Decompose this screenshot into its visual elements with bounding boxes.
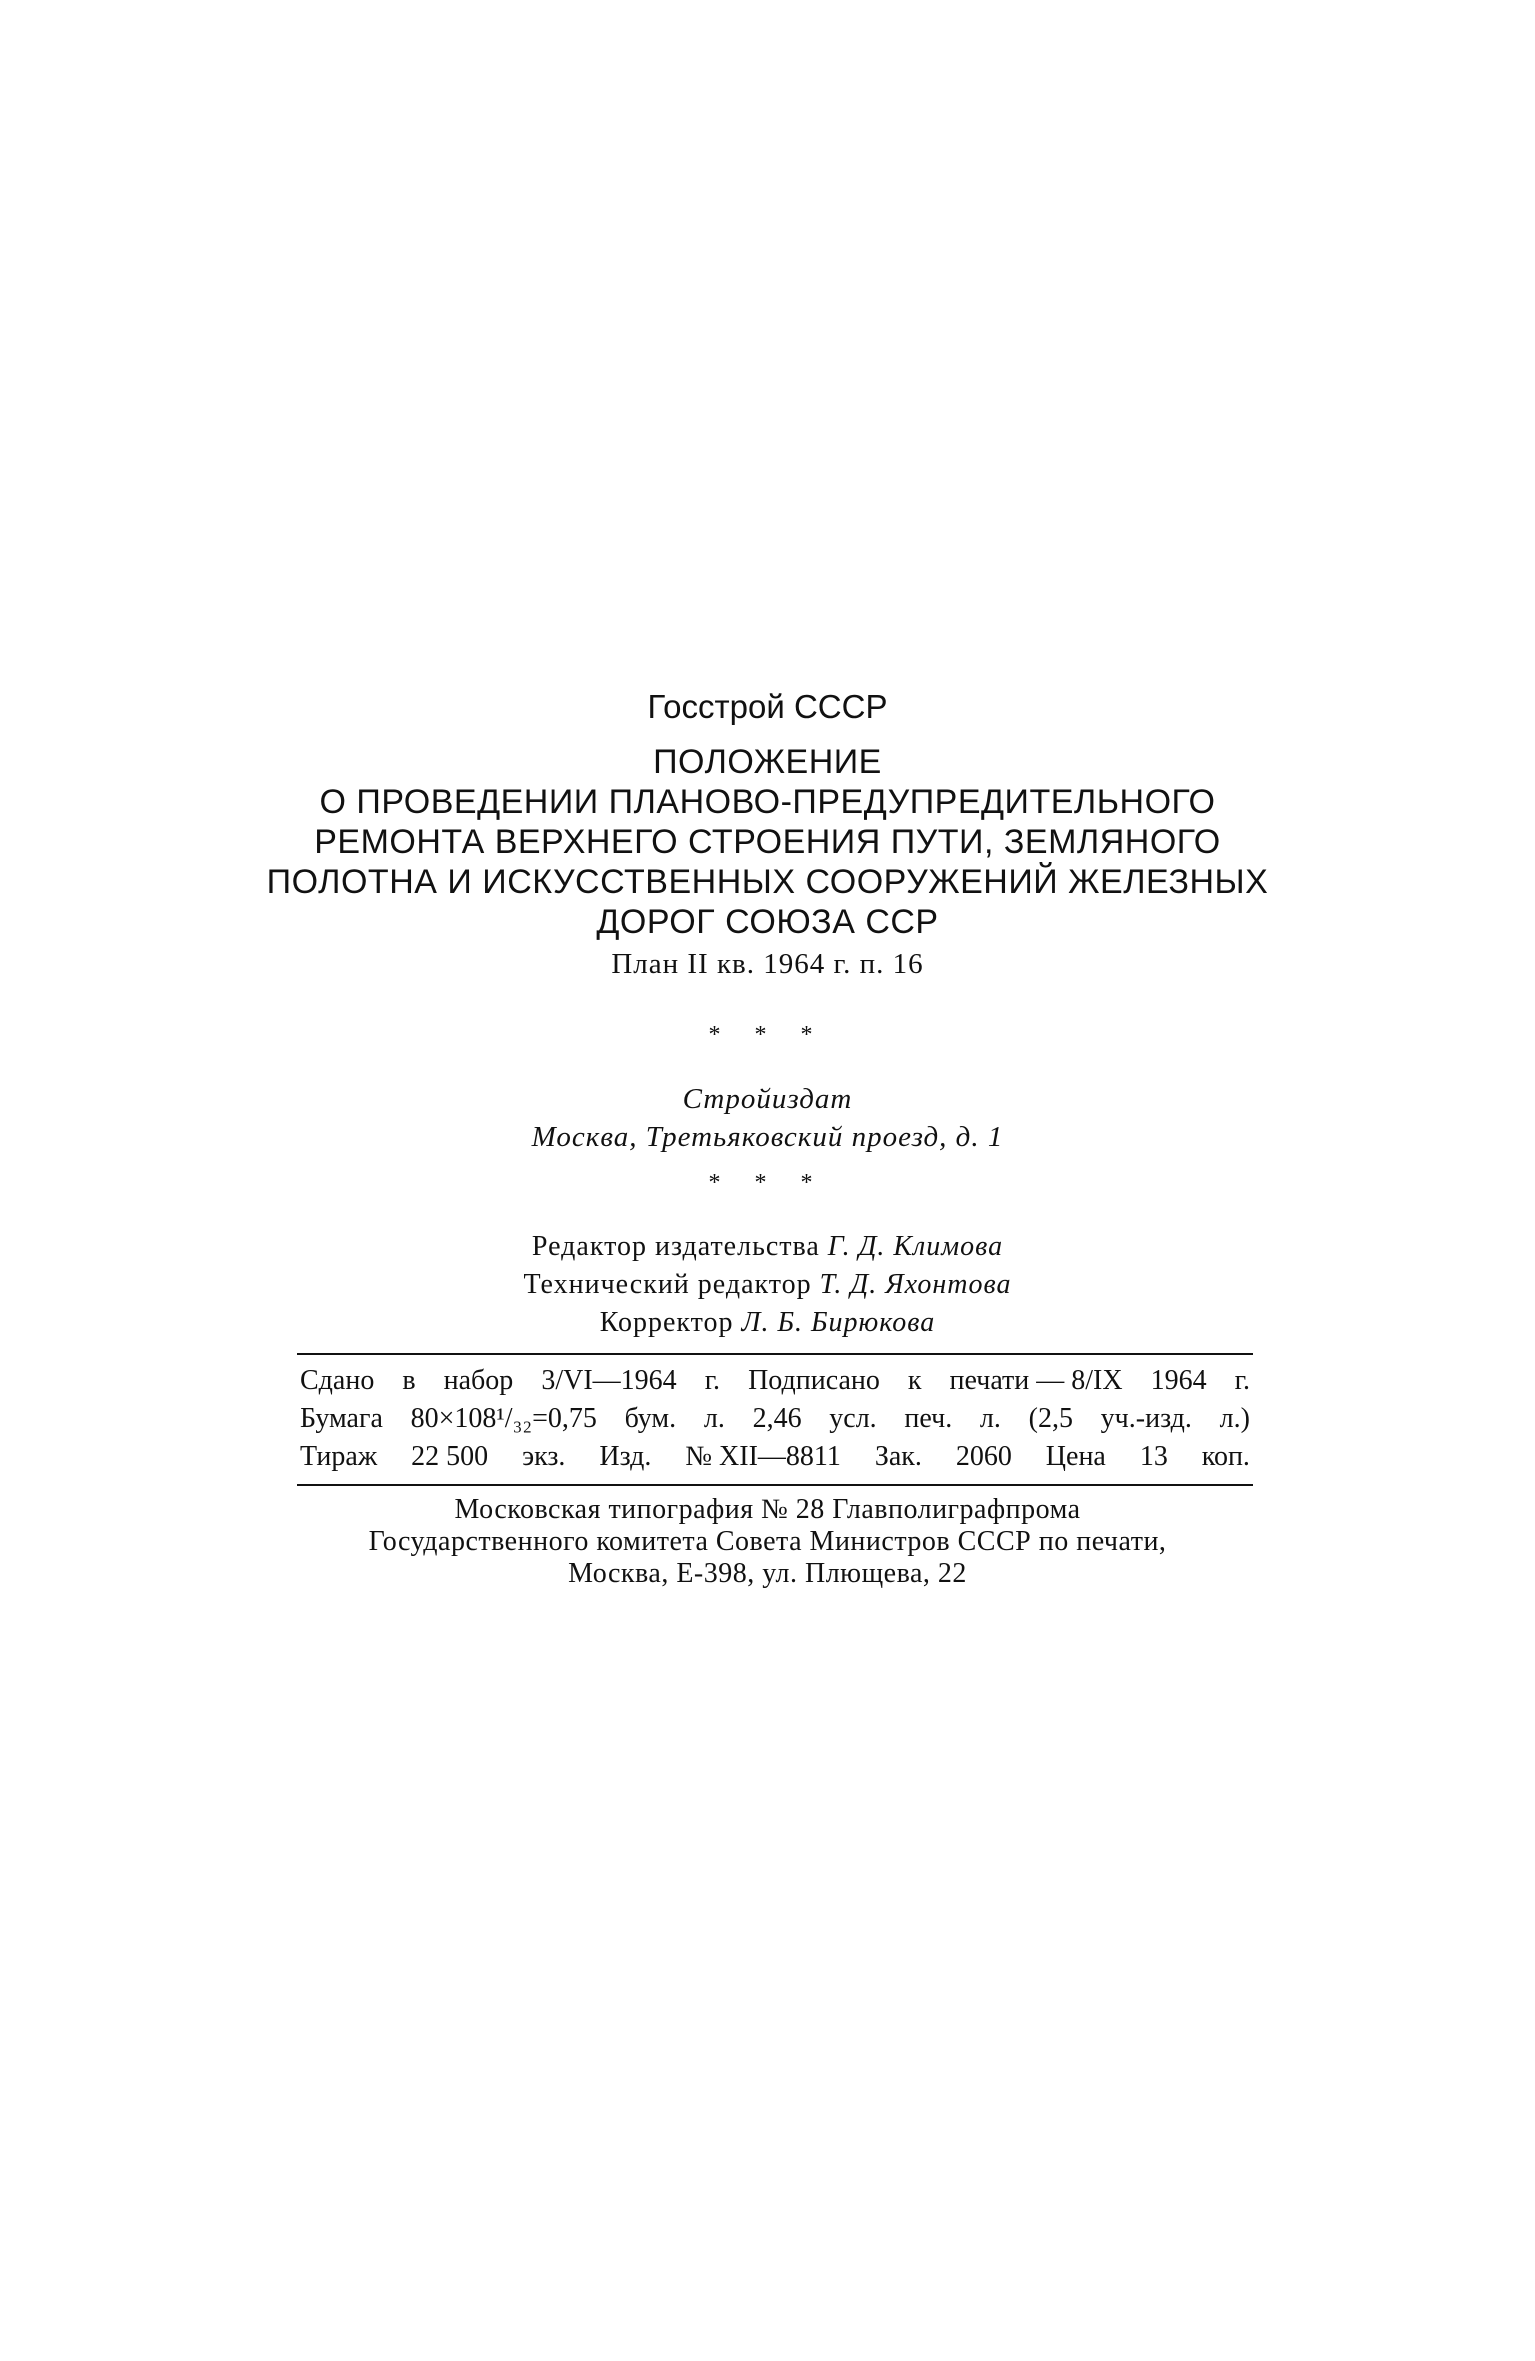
imprint-word: Подписано	[748, 1365, 880, 1396]
imprint-word: № XII—8811	[685, 1441, 841, 1472]
imprint-word: л.	[979, 1403, 1001, 1434]
imprint-word: л.	[703, 1403, 725, 1434]
document-title	[0, 742, 1535, 942]
separator-stars: * * *	[708, 1022, 827, 1048]
staff-role: Технический редактор	[523, 1269, 812, 1300]
imprint-word: 80×108¹/₃₂=0,75	[410, 1403, 597, 1434]
printer-line: Московская типография № 28 Главполиграфпрома	[454, 1494, 1081, 1525]
imprint-word: 22 500	[411, 1441, 489, 1472]
imprint-word: 2060	[955, 1441, 1012, 1472]
staff-line	[0, 1304, 1535, 1342]
staff-line	[0, 1228, 1535, 1266]
staff-role: Корректор	[599, 1307, 734, 1338]
staff-credits	[0, 1228, 1535, 1342]
imprint-word: 1964	[1150, 1365, 1207, 1396]
imprint-word: коп.	[1201, 1441, 1250, 1472]
imprint-word: 2,46	[752, 1403, 802, 1434]
publishing-house-name: Стройиздат	[682, 1083, 853, 1115]
imprint-word: Тираж	[300, 1441, 378, 1472]
printer-line: Государственного комитета Совета Министров СССР по печати,	[368, 1526, 1167, 1557]
imprint-word: Цена	[1045, 1441, 1106, 1472]
imprint-word: к	[907, 1365, 922, 1396]
staff-line	[0, 1266, 1535, 1304]
imprint-line	[300, 1438, 1250, 1476]
publishing-house-address: Москва, Третьяковский проезд, д. 1	[531, 1121, 1004, 1153]
imprint-line	[300, 1362, 1250, 1400]
imprint-word: Изд.	[599, 1441, 652, 1472]
publishing-house	[0, 1080, 1535, 1156]
imprint-word: 3/VI—1964	[541, 1365, 677, 1396]
imprint-word: усл.	[829, 1403, 877, 1434]
imprint-word: в	[402, 1365, 416, 1396]
staff-name: Л. Б. Бирюкова	[741, 1307, 936, 1338]
staff-name: Т. Д. Яхонтова	[819, 1269, 1012, 1300]
separator-stars: * * *	[708, 1170, 827, 1196]
imprint-word: экз.	[522, 1441, 566, 1472]
imprint-word: печ.	[904, 1403, 953, 1434]
imprint-word: л.)	[1219, 1403, 1250, 1434]
imprint-word: 13	[1139, 1441, 1168, 1472]
printer-line: Москва, Е-398, ул. Плющева, 22	[568, 1558, 967, 1589]
title-line: О ПРОВЕДЕНИИ ПЛАНОВО-ПРЕДУПРЕДИТЕЛЬНОГО	[319, 783, 1216, 821]
staff-name: Г. Д. Климова	[827, 1231, 1004, 1262]
plan-reference: План II кв. 1964 г. п. 16	[611, 948, 924, 980]
divider-rule	[297, 1484, 1253, 1486]
imprint-word: набор	[443, 1365, 514, 1396]
print-imprint	[300, 1362, 1250, 1476]
imprint-word: Зак.	[874, 1441, 922, 1472]
imprint-word: Сдано	[300, 1365, 375, 1396]
title-line: ПОЛОТНА И ИСКУССТВЕННЫХ СООРУЖЕНИЙ ЖЕЛЕЗНЫХ	[266, 863, 1269, 901]
staff-role: Редактор издательства	[531, 1231, 820, 1262]
imprint-word: г.	[704, 1365, 721, 1396]
title-line: ПОЛОЖЕНИЕ	[653, 743, 882, 781]
imprint-word: г.	[1234, 1365, 1250, 1396]
imprint-word: печати — 8/IX	[949, 1365, 1123, 1396]
divider-rule	[297, 1353, 1253, 1355]
printer-info	[0, 1494, 1535, 1590]
imprint-word: уч.-изд.	[1100, 1403, 1192, 1434]
imprint-line	[300, 1400, 1250, 1438]
imprint-word: бум.	[624, 1403, 677, 1434]
imprint-word: (2,5	[1028, 1403, 1073, 1434]
publisher-org: Госстрой СССР	[647, 688, 888, 725]
title-line: ДОРОГ СОЮЗА ССР	[596, 903, 939, 941]
title-line: РЕМОНТА ВЕРХНЕГО СТРОЕНИЯ ПУТИ, ЗЕМЛЯНОГО	[314, 823, 1221, 861]
imprint-word: Бумага	[300, 1403, 383, 1434]
